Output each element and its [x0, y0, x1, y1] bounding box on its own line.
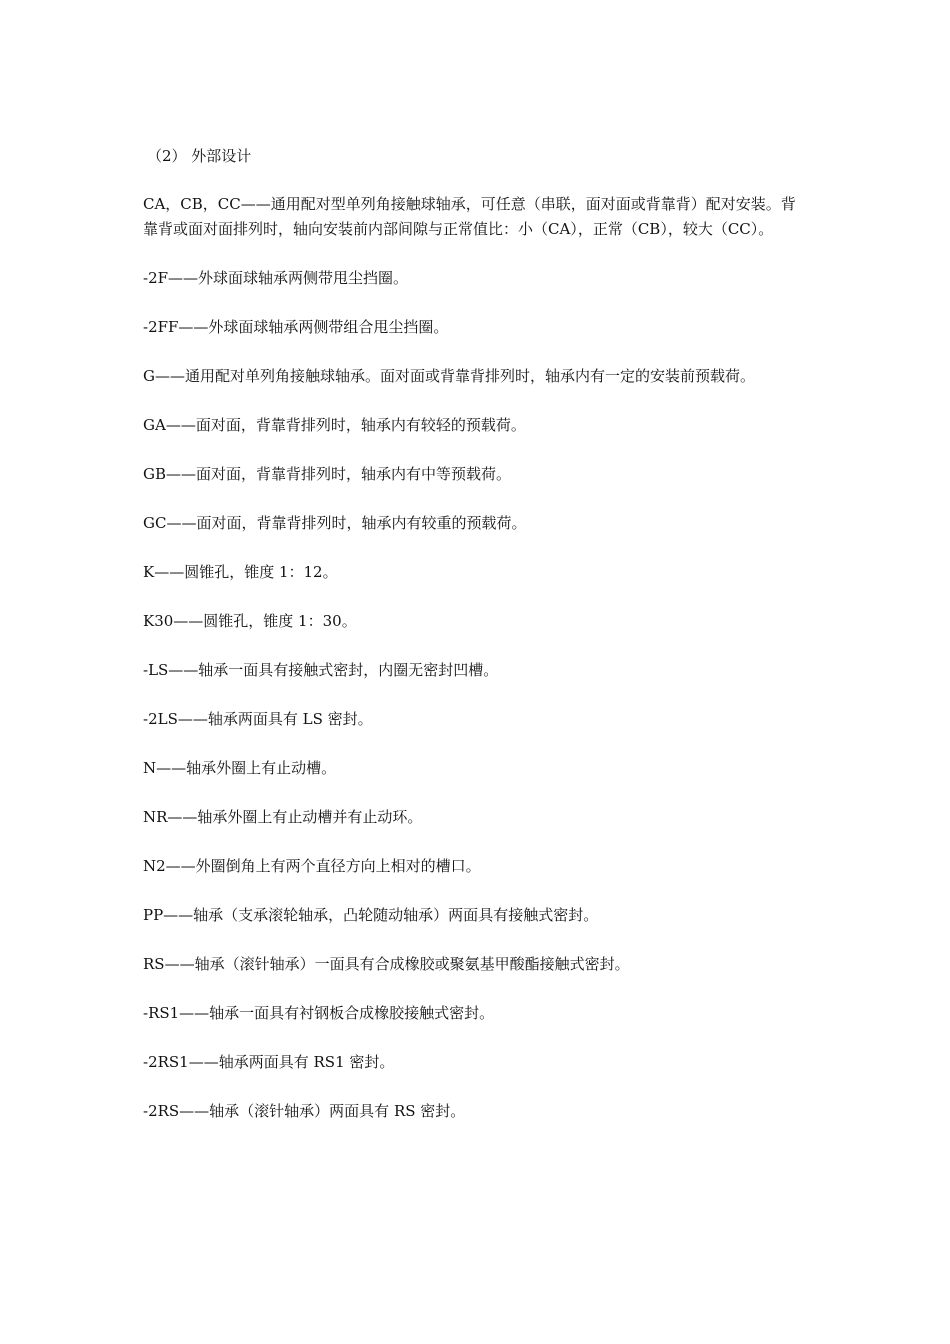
paragraph-n2: N2——外圈倒角上有两个直径方向上相对的槽口。	[143, 857, 481, 875]
paragraph-rs1: -RS1——轴承一面具有衬钢板合成橡胶接触式密封。	[143, 1004, 495, 1022]
paragraph-nr: NR——轴承外圈上有止动槽并有止动环。	[143, 808, 423, 826]
paragraph-2ls: -2LS——轴承两面具有 LS 密封。	[143, 710, 373, 728]
paragraph-ca-cb-cc: CA，CB，CC——通用配对型单列角接触球轴承，可任意（串联，面对面或背靠背）配对安装。背靠背或面对面排列时，轴向安装前内部间隙与正常值比：小（CA），正常（CB），较大（CC）。	[143, 195, 796, 238]
paragraph-k: K——圆锥孔，锥度 1：12。	[143, 563, 338, 581]
paragraph-n: N——轴承外圈上有止动槽。	[143, 759, 337, 777]
paragraph-2f: -2F——外球面球轴承两侧带甩尘挡圈。	[143, 269, 409, 287]
paragraph-ls: -LS——轴承一面具有接触式密封，内圈无密封凹槽。	[143, 661, 499, 679]
paragraph-gb: GB——面对面，背靠背排列时，轴承内有中等预载荷。	[143, 465, 512, 483]
paragraph-2ff: -2FF——外球面球轴承两侧带组合甩尘挡圈。	[143, 318, 449, 336]
paragraph-pp: PP——轴承（支承滚轮轴承，凸轮随动轴承）两面具有接触式密封。	[143, 906, 599, 924]
paragraph-2rs: -2RS——轴承（滚针轴承）两面具有 RS 密封。	[143, 1102, 466, 1120]
section-heading: （2） 外部设计	[147, 147, 252, 165]
paragraph-k30: K30——圆锥孔，锥度 1：30。	[143, 612, 357, 630]
paragraph-2rs1: -2RS1——轴承两面具有 RS1 密封。	[143, 1053, 395, 1071]
paragraph-g: G——通用配对单列角接触球轴承。面对面或背靠背排列时，轴承内有一定的安装前预载荷。	[143, 367, 755, 385]
paragraph-gc: GC——面对面，背靠背排列时，轴承内有较重的预载荷。	[143, 514, 527, 532]
paragraph-rs: RS——轴承（滚针轴承）一面具有合成橡胶或聚氨基甲酸酯接触式密封。	[143, 955, 630, 973]
paragraph-ga: GA——面对面，背靠背排列时，轴承内有较轻的预载荷。	[143, 416, 526, 434]
document-page	[143, 144, 803, 1148]
